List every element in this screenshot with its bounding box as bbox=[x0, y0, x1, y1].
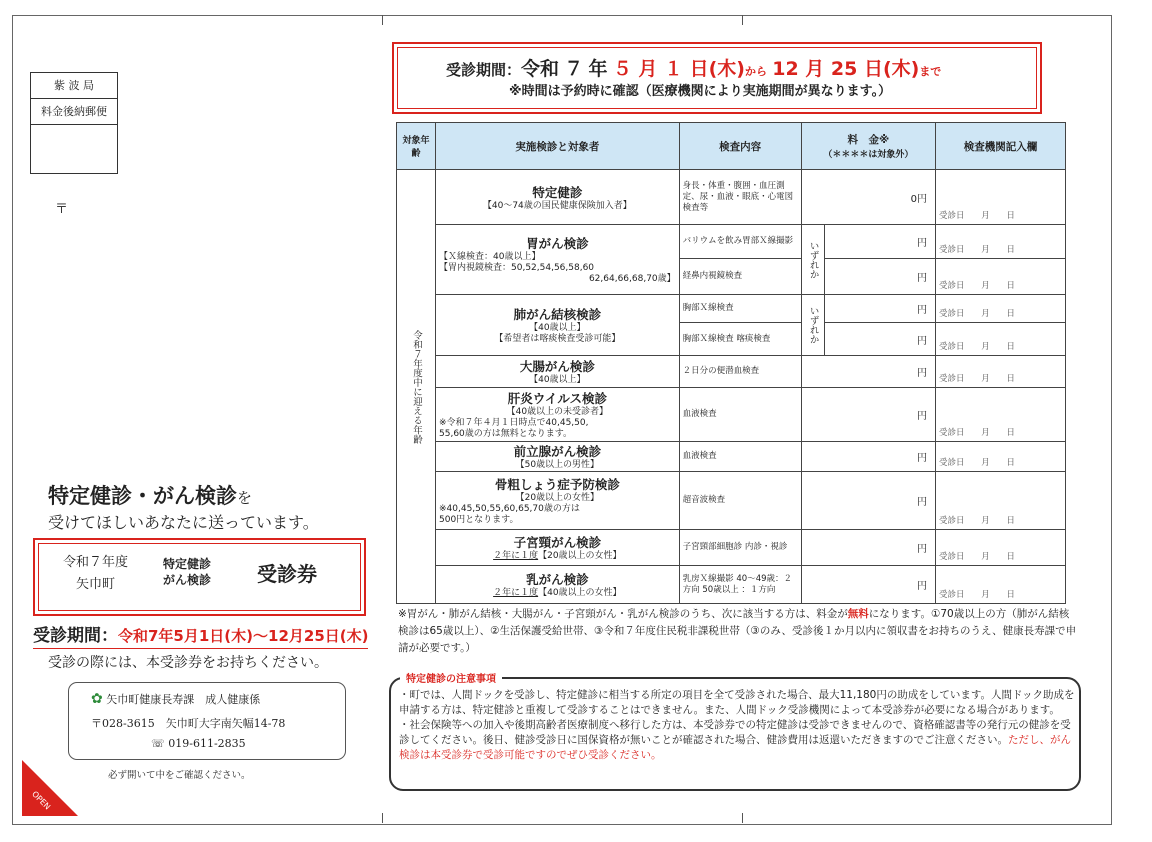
caution-item: ・社会保険等への加入や後期高齢者医療制度へ移行した方は、本受診券での特定健診は受診できませんので、資格確認書等の発行元の健診を受診してください。後日、健診受診日に国保資格が無いことが確認された場合、健診費用は返還いただきますのでご注意ください。 bbox=[399, 719, 1071, 746]
exam-content: 胸部Ｘ線検査 喀痰検査 bbox=[679, 323, 801, 356]
exam-name: 大腸がん検診 bbox=[519, 359, 595, 374]
exam-target: 【20歳以上の女性】 bbox=[538, 551, 622, 561]
exam-target: 【50歳以上の男性】 bbox=[515, 460, 600, 470]
period-label: 受診期間： bbox=[446, 61, 522, 79]
exam-target: 【40歳以上】 bbox=[529, 323, 586, 333]
either-label: いずれか bbox=[801, 225, 824, 295]
ticket-year: 令和７年度 bbox=[63, 555, 129, 570]
fee-cell: 円 bbox=[824, 295, 935, 323]
period-box bbox=[392, 42, 1042, 114]
postage-box bbox=[30, 72, 118, 174]
contact-dept: 矢巾町健康長寿課 成人健康係 bbox=[106, 693, 261, 706]
postage-label: 料金後納郵便 bbox=[31, 99, 117, 125]
fee-cell: 円 bbox=[801, 530, 935, 566]
exam-name: 前立腺がん検診 bbox=[513, 444, 602, 459]
ticket-title: 受診券 bbox=[257, 562, 317, 586]
ticket-kind-1: 特定健診 bbox=[163, 557, 212, 571]
exam-target: 55,60歳の方は無料となります。 bbox=[439, 429, 573, 439]
exam-name: 子宮頸がん検診 bbox=[513, 535, 602, 550]
headline-suffix: を bbox=[237, 489, 253, 507]
fee-cell: 0円 bbox=[801, 170, 935, 225]
exam-content: 超音波検査 bbox=[679, 472, 801, 530]
header-fee-label: 料 金※ bbox=[847, 134, 890, 146]
table-row bbox=[397, 472, 1066, 530]
contact-box bbox=[68, 682, 346, 760]
exam-target: 【希望者は喀痰検査受診可能】 bbox=[494, 334, 621, 344]
age-label: 令和７年度中に迎える年齢 bbox=[397, 170, 436, 604]
exam-content: 血液検査 bbox=[679, 388, 801, 442]
fold-mark bbox=[382, 813, 383, 823]
exam-content: バリウムを飲み胃部Ｘ線撮影 bbox=[679, 225, 801, 259]
table-row bbox=[397, 295, 1066, 323]
exam-target: 【40歳以上の女性】 bbox=[538, 588, 622, 598]
caution-title: 特定健診の注意事項 bbox=[400, 670, 502, 685]
exam-content: 乳房Ｘ線撮影 40～49歳：２方向 50歳以上 ：１方向 bbox=[679, 566, 801, 604]
exam-target: 【40～74歳の国民健康保険加入者】 bbox=[482, 200, 632, 211]
ticket-kinds bbox=[163, 556, 211, 588]
exam-table bbox=[396, 122, 1066, 604]
caution-item-2 bbox=[399, 718, 1075, 763]
period-start: ５ 月 １ 日(木) bbox=[612, 58, 745, 80]
open-label: OPEN bbox=[30, 789, 53, 812]
record-cell: 受診日 月 日 bbox=[936, 225, 1066, 259]
ticket-box bbox=[33, 538, 366, 616]
caution-body bbox=[399, 688, 1075, 763]
record-cell: 受診日 月 日 bbox=[936, 295, 1066, 323]
header-content: 検査内容 bbox=[679, 123, 801, 170]
caution-item: ・町では、人間ドックを受診し、特定健診に相当する所定の項目を全て受診された場合、最大11,180円の助成をしています。人間ドック助成を申請する方は、特定健診と重複して受診することはできません。また、人間ドック受診機関によって本受診券が必要になる場合があります。 bbox=[399, 689, 1075, 716]
free-note-free: 無料 bbox=[847, 608, 869, 620]
open-note: 必ず開いて中をご確認ください。 bbox=[108, 770, 251, 781]
period-left bbox=[33, 621, 368, 649]
period-left-value: 令和7年5月1日(木)～12月25日(木) bbox=[118, 627, 369, 645]
exam-target: ※令和７年４月１日時点で40,45,50, bbox=[439, 418, 589, 428]
period-era: 令和 bbox=[521, 58, 560, 80]
free-note-part1: ※胃がん・肺がん結核・大腸がん・子宮頸がん・乳がん検診のうち、次に該当する方は、料金が bbox=[398, 608, 848, 620]
post-office-label: 紫 波 局 bbox=[31, 73, 117, 99]
fee-cell: 円 bbox=[801, 356, 935, 388]
record-cell: 受診日 月 日 bbox=[936, 442, 1066, 472]
ticket-kind-2: がん検診 bbox=[163, 573, 212, 587]
exam-name: 骨粗しょう症予防検診 bbox=[494, 477, 620, 492]
table-row bbox=[397, 388, 1066, 442]
free-note bbox=[398, 606, 1078, 657]
record-cell: 受診日 月 日 bbox=[936, 388, 1066, 442]
period-note: ※時間は予約時に確認（医療機関により実施期間が異なります。） bbox=[509, 84, 892, 99]
period-from: から bbox=[744, 65, 767, 78]
headline bbox=[48, 480, 252, 510]
header-record: 検査機関記入欄 bbox=[936, 123, 1066, 170]
headline-bold: 特定健診・がん検診 bbox=[48, 484, 237, 508]
fold-mark bbox=[742, 15, 743, 25]
exam-target: 62,64,66,68,70歳】 bbox=[588, 274, 676, 284]
table-row bbox=[397, 356, 1066, 388]
exam-content: 胸部Ｘ線検査 bbox=[679, 295, 801, 323]
fee-cell: 円 bbox=[801, 472, 935, 530]
postage-blank bbox=[31, 125, 117, 173]
exam-target: 【40歳以上】 bbox=[529, 375, 586, 385]
fee-cell: 円 bbox=[824, 323, 935, 356]
contact-dept-line bbox=[91, 691, 260, 707]
period-main bbox=[446, 54, 941, 81]
header-age: 対象年齢 bbox=[397, 123, 436, 170]
exam-content: 血液検査 bbox=[679, 442, 801, 472]
period-end: 12 月 25 日(木) bbox=[772, 58, 920, 80]
either-label: いずれか bbox=[801, 295, 824, 356]
fold-mark bbox=[742, 813, 743, 823]
table-row bbox=[397, 225, 1066, 259]
town-emblem-icon: ✿ bbox=[91, 691, 103, 707]
contact-phone: ☏ 019-611-2835 bbox=[151, 737, 246, 750]
table-row bbox=[397, 442, 1066, 472]
fee-cell: 円 bbox=[801, 442, 935, 472]
period-year-unit: 年 bbox=[588, 58, 608, 80]
fold-mark bbox=[382, 15, 383, 25]
record-cell: 受診日 月 日 bbox=[936, 530, 1066, 566]
header-exam: 実施検診と対象者 bbox=[436, 123, 680, 170]
exam-name: 肺がん結核検診 bbox=[513, 307, 602, 322]
period-left-label: 受診期間： bbox=[33, 626, 118, 646]
exam-name: 乳がん検診 bbox=[526, 572, 589, 587]
record-cell: 受診日 月 日 bbox=[936, 472, 1066, 530]
ticket-town: 矢巾町 bbox=[76, 577, 116, 592]
exam-name: 特定健診 bbox=[532, 184, 583, 200]
exam-content: 子宮頸部細胞診 内診・視診 bbox=[679, 530, 801, 566]
header-fee-sub: （＊＊＊＊は対象外） bbox=[823, 150, 914, 160]
record-cell: 受診日 月 日 bbox=[936, 170, 1066, 225]
exam-content: 身長・体重・腹囲・血圧測定、尿・血液・眼底・心電図検査等 bbox=[679, 170, 801, 225]
exam-content: 経鼻内視鏡検査 bbox=[679, 259, 801, 295]
open-tab[interactable] bbox=[22, 760, 78, 816]
ticket-year-town bbox=[63, 552, 128, 596]
exam-target: 【20歳以上の女性】 bbox=[515, 493, 600, 503]
table-header bbox=[397, 123, 1066, 170]
record-cell: 受診日 月 日 bbox=[936, 323, 1066, 356]
table-row bbox=[397, 170, 1066, 225]
exam-frequency: ２年に１度 bbox=[493, 551, 539, 561]
table-row bbox=[397, 530, 1066, 566]
exam-target: 500円となります。 bbox=[439, 515, 519, 525]
record-cell: 受診日 月 日 bbox=[936, 566, 1066, 604]
subline: 受けてほしいあなたに送っています。 bbox=[48, 513, 319, 532]
record-cell: 受診日 月 日 bbox=[936, 259, 1066, 295]
record-cell: 受診日 月 日 bbox=[936, 356, 1066, 388]
free-note-part2: になります。①70歳以上の方（肺がん結核検診は65歳以上）、②生活保護受給世帯、③令和７年度住民税非課税世帯（③のみ、受診後１か月以内に領収書をお持ちのうえ、健康長寿課で申請が必要です。） bbox=[398, 608, 1077, 654]
table-row bbox=[397, 566, 1066, 604]
fee-cell: 円 bbox=[824, 225, 935, 259]
exam-target: ※40,45,50,55,60,65,70歳の方は bbox=[439, 504, 580, 514]
exam-name: 胃がん検診 bbox=[526, 236, 589, 251]
caution-item-red: ただし、がん検診は本受診券で受診可能ですのでぜひ受診ください。 bbox=[399, 734, 1071, 761]
exam-target: 【40歳以上の未受診者】 bbox=[506, 407, 609, 417]
zip-mark: 〒 bbox=[55, 202, 69, 217]
exam-frequency: ２年に１度 bbox=[493, 588, 539, 598]
exam-content: ２日分の便潜血検査 bbox=[679, 356, 801, 388]
exam-name: 肝炎ウイルス検診 bbox=[507, 391, 607, 406]
fee-cell: 円 bbox=[824, 259, 935, 295]
bring-note: 受診の際には、本受診券をお持ちください。 bbox=[48, 655, 328, 671]
period-until: まで bbox=[919, 65, 942, 78]
exam-target: 【胃内視鏡検査：50,52,54,56,58,60 bbox=[439, 263, 595, 273]
contact-address: 〒028-3615 矢巾町大字南矢幅14-78 bbox=[91, 717, 286, 730]
period-year: ７ bbox=[564, 58, 584, 80]
fee-cell: 円 bbox=[801, 566, 935, 604]
header-fee bbox=[801, 123, 935, 170]
exam-target: 【Ｘ線検査：40歳以上】 bbox=[439, 252, 541, 262]
fee-cell: 円 bbox=[801, 388, 935, 442]
